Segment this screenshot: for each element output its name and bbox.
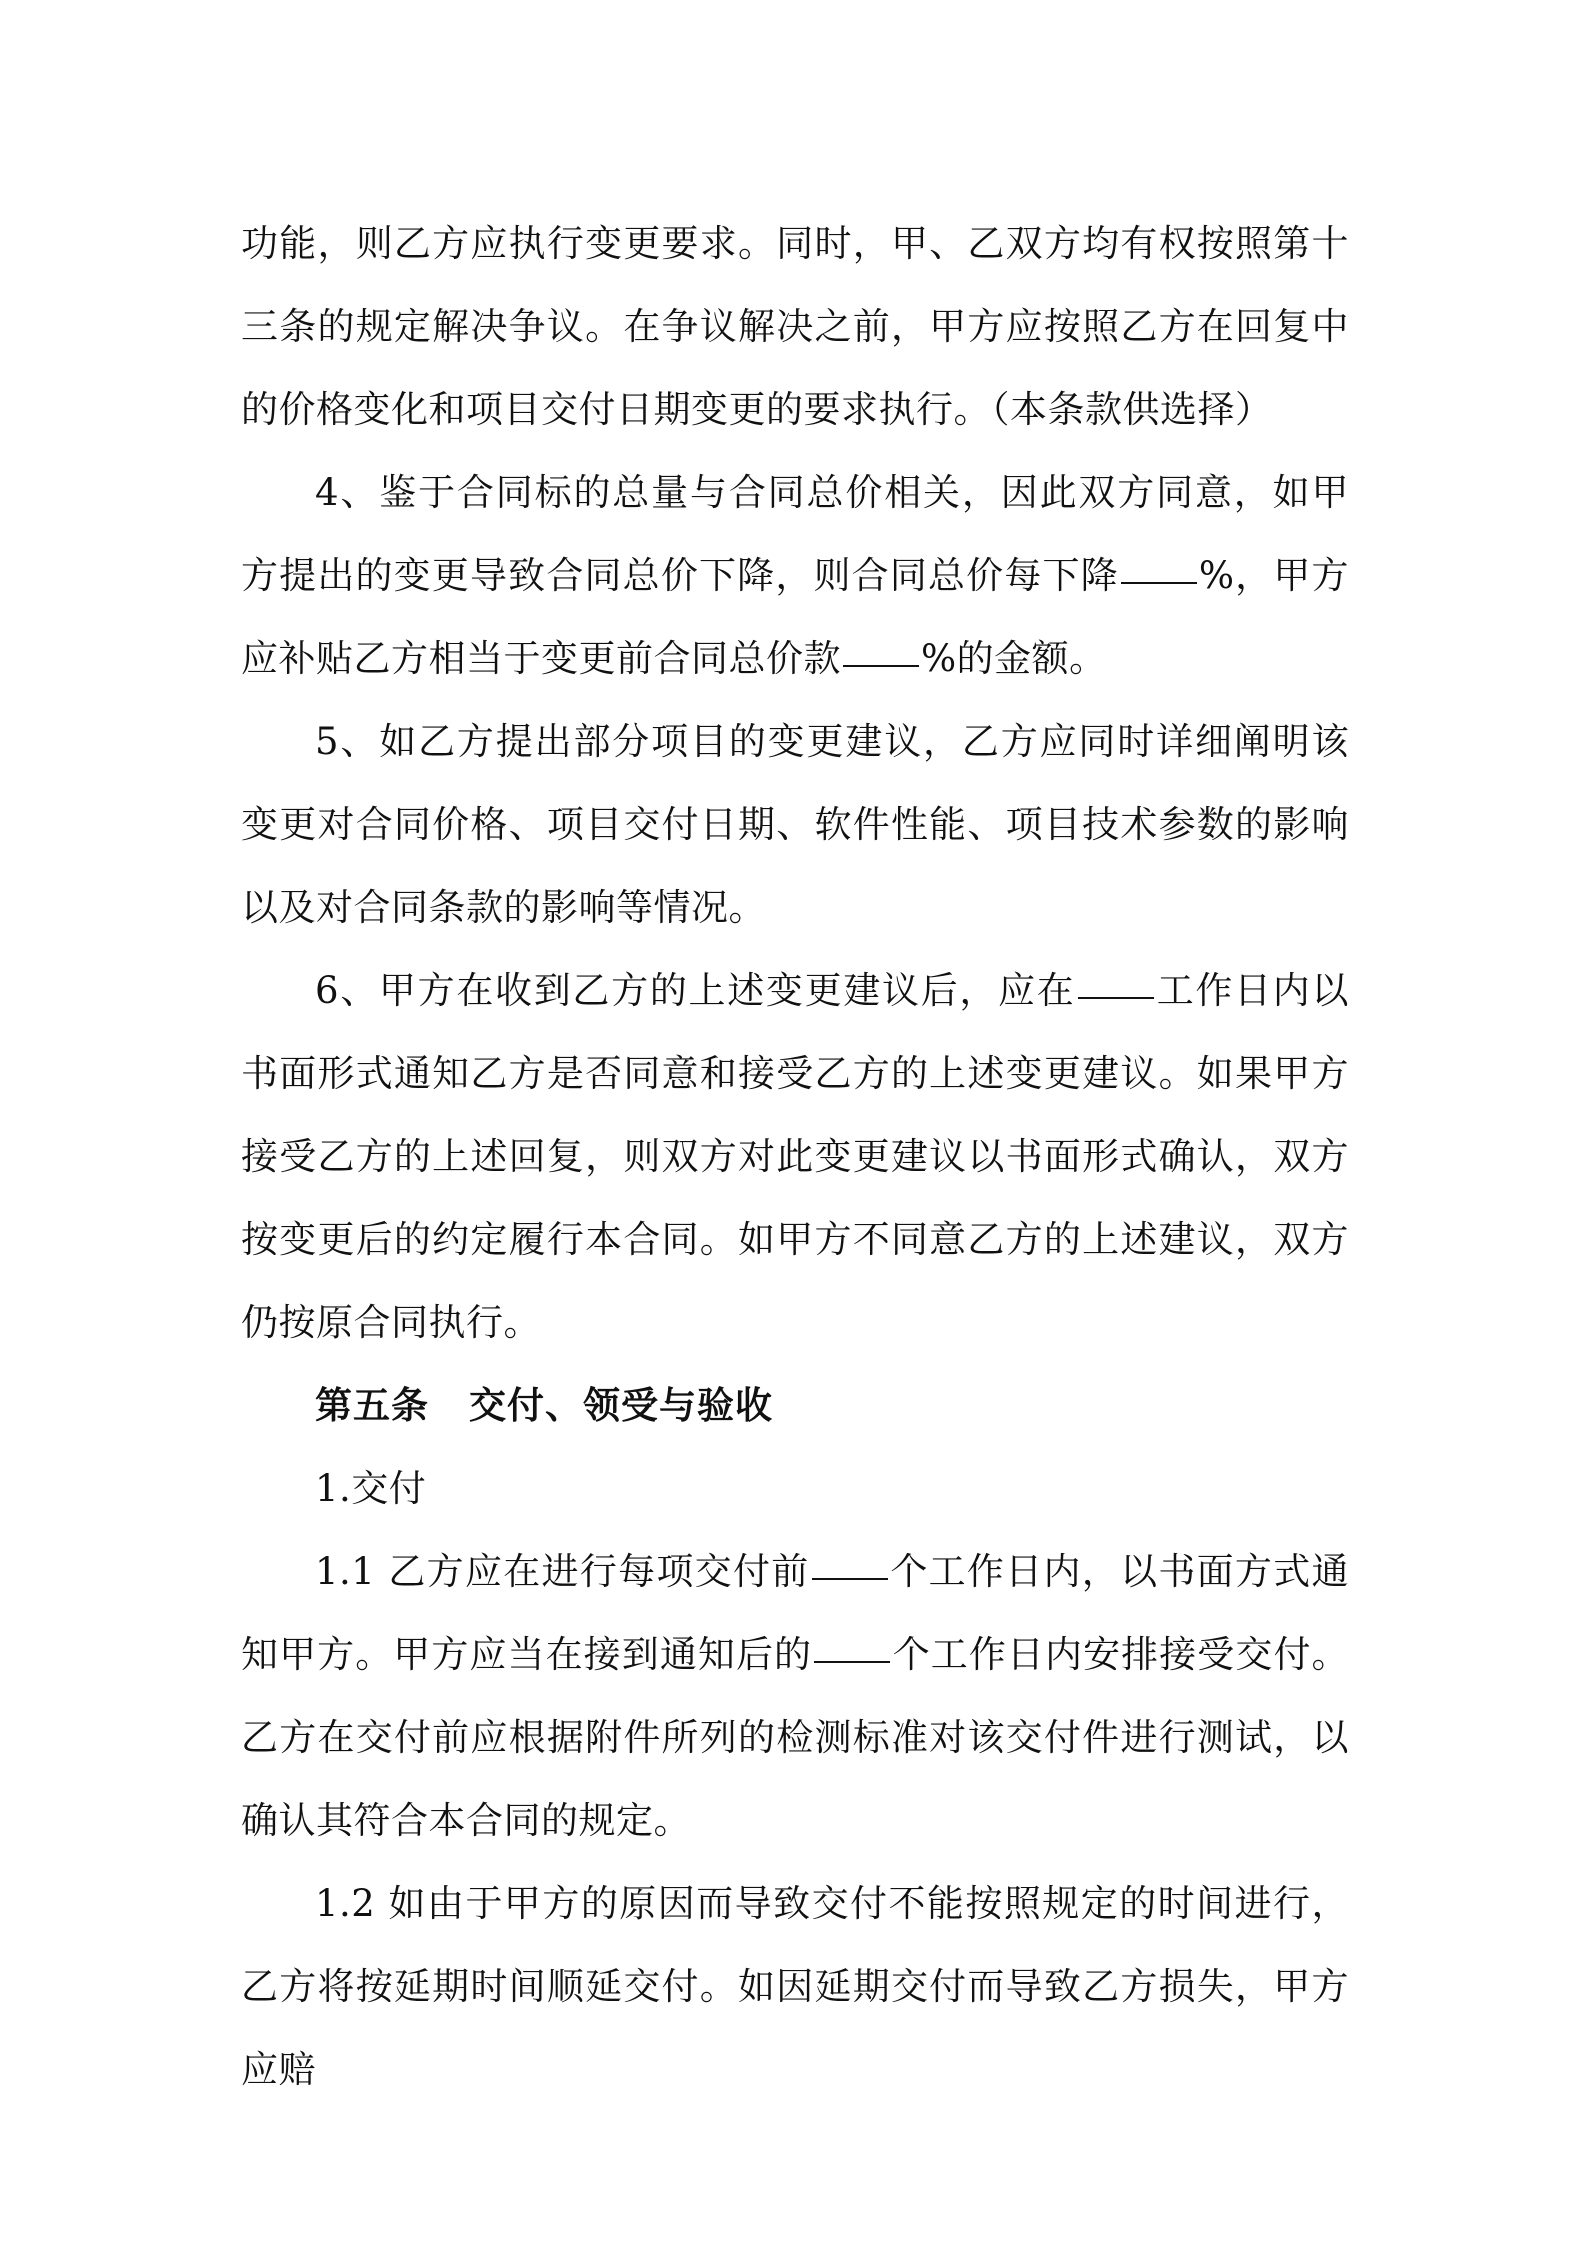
section-number: 第五条	[315, 1383, 429, 1427]
paragraph-continuation: 功能，则乙方应执行变更要求。同时，甲、乙双方均有权按照第十三条的规定解决争议。在争议解决之前，甲方应按照乙方在回复中的价格变化和项目交付日期变更的要求执行。（本条款供选择）	[241, 222, 1349, 431]
clause-4-text-b: %，甲方应补贴乙方相当于变更前合同总价款	[241, 554, 1349, 680]
subheading-delivery: 1.交付	[315, 1467, 427, 1510]
paragraph-clause-1-2: 1.2 如由于甲方的原因而导致交付不能按照规定的时间进行，乙方将按延期时间顺延交付。如因延期交付而导致乙方损失，甲方应赔	[241, 1882, 1349, 2091]
clause-6-text-a: 6、甲方在收到乙方的上述变更建议后，应在	[315, 969, 1076, 1012]
paragraph-clause-1-1	[241, 1530, 1349, 1862]
paragraph-clause-5: 5、如乙方提出部分项目的变更建议，乙方应同时详细阐明该变更对合同价格、项目交付日期、软件性能、项目技术参数的影响以及对合同条款的影响等情况。	[241, 720, 1349, 929]
fill-in-blank	[843, 664, 919, 667]
fill-in-blank	[814, 1660, 890, 1663]
document-body	[241, 202, 1349, 2111]
paragraph-clause-6	[241, 949, 1349, 1364]
paragraph-clause-4	[241, 451, 1349, 700]
clause-4-text-a: 4、鉴于合同标的总量与合同总价相关，因此双方同意，如甲方提出的变更导致合同总价下降，则合同总价每下降	[241, 471, 1349, 597]
fill-in-blank	[1078, 996, 1154, 999]
clause-1-1-text-a: 1.1 乙方应在进行每项交付前	[315, 1550, 810, 1593]
clause-4-text-c: %的金额。	[921, 637, 1107, 680]
fill-in-blank	[1121, 581, 1197, 584]
section-title: 交付、领受与验收	[469, 1383, 773, 1427]
section-heading	[241, 1364, 1349, 1447]
clause-1-1-text-c: 个工作日内安排接受交付。乙方在交付前应根据附件所列的检测标准对该交付件进行测试，以确认其符合本合同的规定。	[241, 1633, 1350, 1842]
clause-6-text-b: 工作日内以书面形式通知乙方是否同意和接受乙方的上述变更建议。如果甲方接受乙方的上述回复，则双方对此变更建议以书面形式确认，双方按变更后的约定履行本合同。如甲方不同意乙方的上述建议，双方仍按原合同执行。	[241, 969, 1350, 1344]
fill-in-blank	[812, 1577, 888, 1580]
clause-1-1-text-b: 个工作日内，以书面方式通知甲方。甲方应当在接到通知后的	[241, 1550, 1350, 1676]
